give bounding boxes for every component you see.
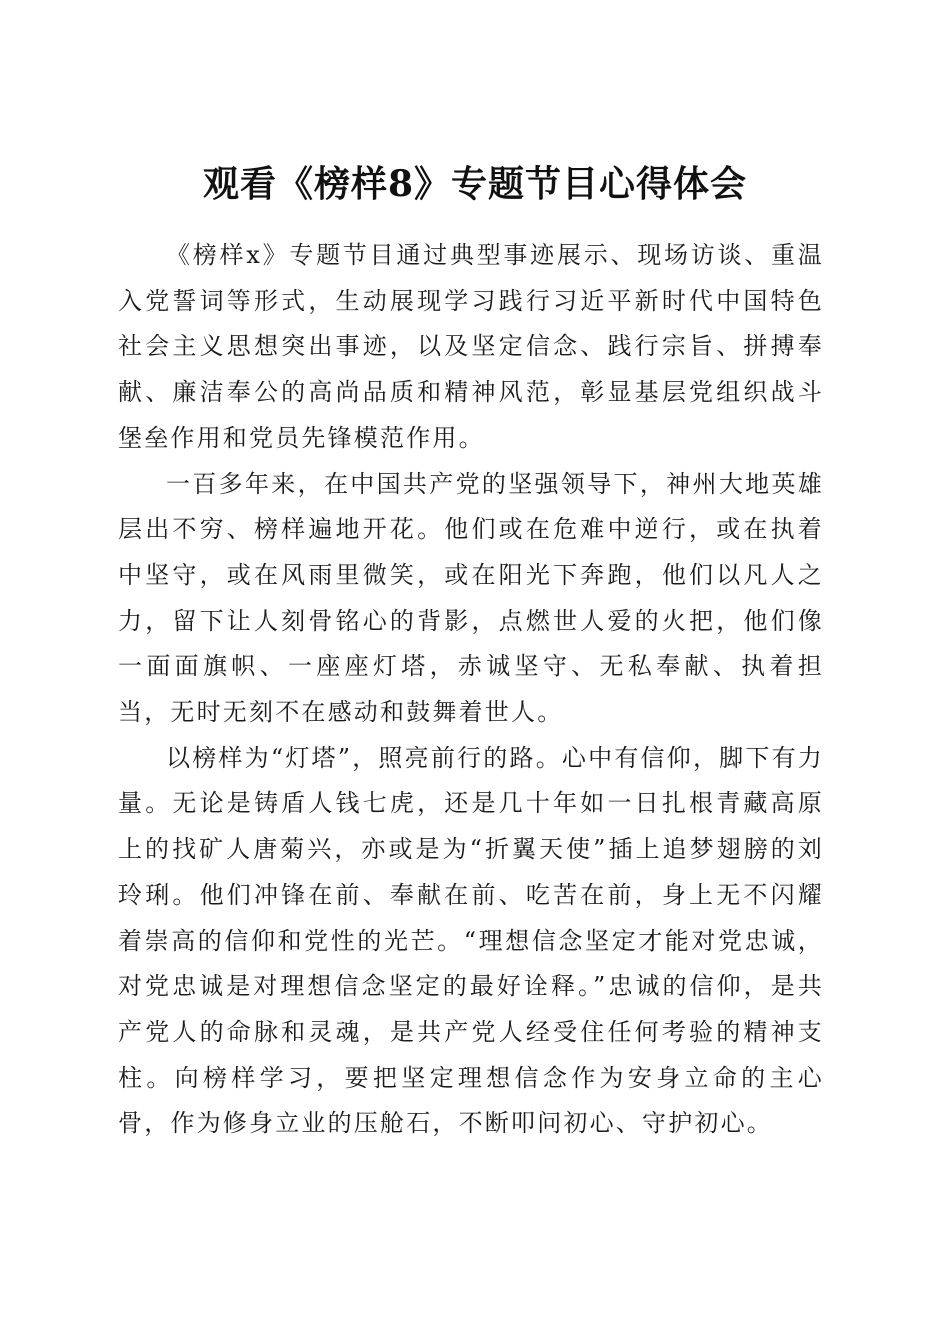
paragraph-3: 以榜样为“灯塔”，照亮前行的路。心中有信仰，脚下有力量。无论是铸盾人钱七虎，还是几十年如一日扎根青藏高原上的找矿人唐菊兴，亦或是为“折翼天使”插上追梦翅膀的刘玲琍。他们冲锋在前、奉献在前、吃苦在前，身上无不闪耀着崇高的信仰和党性的光芒。“理想信念坚定才能对党忠诚，对党忠诚是对理想信念坚定的最好诠释。”忠诚的信仰，是共产党人的命脉和灵魂，是共产党人经受住任何考验的精神支柱。向榜样学习，要把坚定理想信念作为安身立命的主心骨，作为修身立业的压舱石，不断叩问初心、守护初心。	[118, 743, 824, 1138]
paragraph-2: 一百多年来，在中国共产党的坚强领导下，神州大地英雄层出不穷、榜样遍地开花。他们或在危难中逆行，或在执着中坚守，或在风雨里微笑，或在阳光下奔跑，他们以凡人之力，留下让人刻骨铭心的背影，点燃世人爱的火把，他们像一面面旗帜、一座座灯塔，赤诚坚守、无私奉献、执着担当，无时无刻不在感动和鼓舞着世人。	[118, 469, 824, 727]
document-title: 观看《榜样8》专题节目心得体会	[202, 163, 748, 206]
document-body	[118, 233, 824, 1147]
paragraph-1: 《榜样x》专题节目通过典型事迹展示、现场访谈、重温入党誓词等形式，生动展现学习践行习近平新时代中国特色社会主义思想突出事迹，以及坚定信念、践行宗旨、拼搏奉献、廉洁奉公的高尚品质和精神风范，彰显基层党组织战斗堡垒作用和党员先锋模范作用。	[118, 241, 824, 452]
